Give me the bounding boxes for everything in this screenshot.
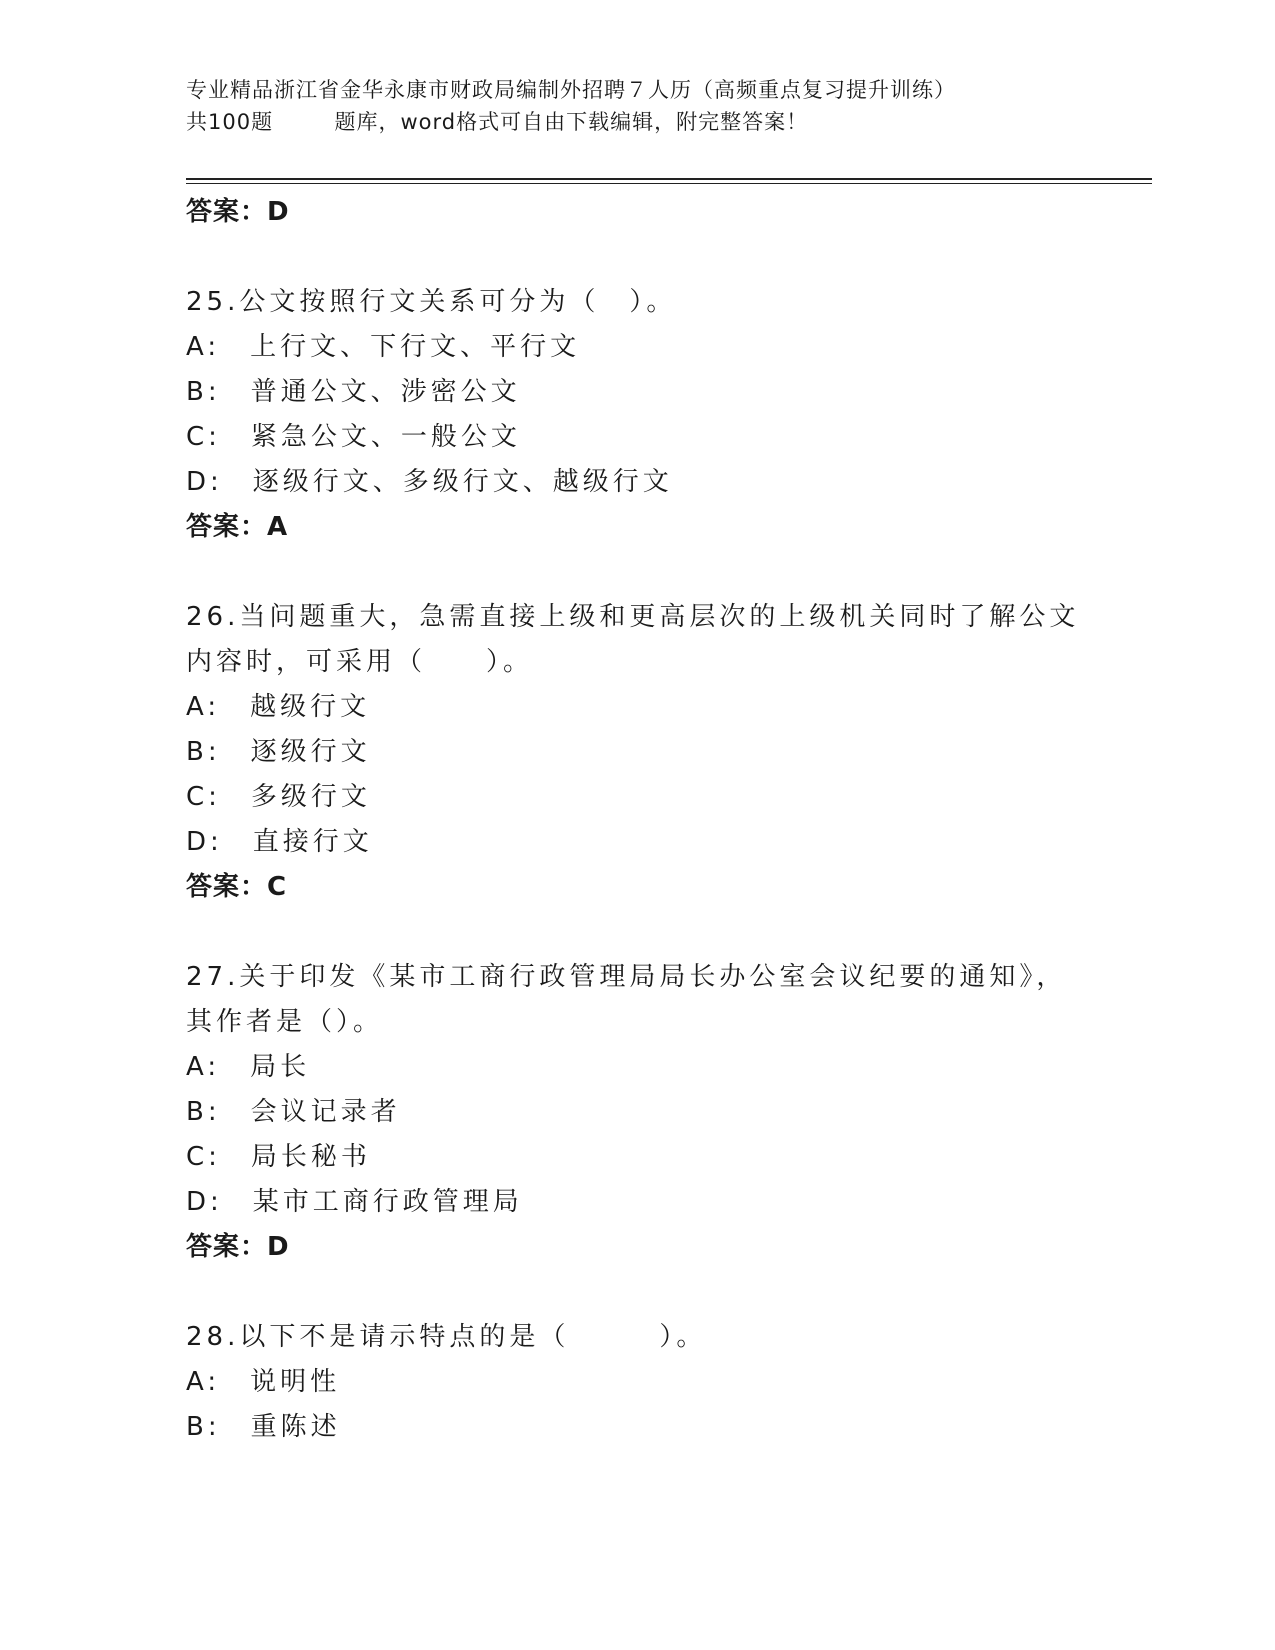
option-c: C: 紧急公文、一般公文 (186, 422, 521, 452)
question-block (186, 595, 1086, 910)
answer-label: 答案：D (186, 1232, 290, 1262)
option-d: D: 某市工商行政管理局 (186, 1187, 523, 1217)
question-list (186, 190, 1086, 1450)
question-block (186, 280, 1086, 550)
option-c: C: 多级行文 (186, 782, 371, 812)
option-b: B: 重陈述 (186, 1412, 341, 1442)
question-text: 28.以下不是请示特点的是（ ）。 (186, 1322, 707, 1352)
option-a: A: 越级行文 (186, 692, 371, 722)
header-rule-thick (186, 178, 1152, 180)
question-text: 25.公文按照行文关系可分为（ ）。 (186, 287, 677, 317)
header-subtitle: 共100题 题库，word格式可自由下载编辑，附完整答案！ (186, 110, 809, 134)
option-d: D: 逐级行文、多级行文、越级行文 (186, 467, 673, 497)
answer-label: 答案：D (186, 197, 290, 227)
question-block (186, 1315, 1086, 1450)
option-a: A: 局长 (186, 1052, 311, 1082)
question-block (186, 955, 1086, 1270)
option-a: A: 说明性 (186, 1367, 341, 1397)
answer-label: 答案：C (186, 872, 288, 902)
header-title: 专业精品浙江省金华永康市财政局编制外招聘７人历（高频重点复习提升训练） (186, 78, 956, 102)
question-text: 26.当问题重大，急需直接上级和更高层次的上级机关同时了解公文内容时，可采用（ ）。 (186, 602, 1080, 677)
answer-label: 答案：A (186, 512, 289, 542)
document-header (186, 74, 1086, 138)
option-b: B: 逐级行文 (186, 737, 371, 767)
option-a: A: 上行文、下行文、平行文 (186, 332, 581, 362)
option-b: B: 会议记录者 (186, 1097, 401, 1127)
option-c: C: 局长秘书 (186, 1142, 371, 1172)
option-b: B: 普通公文、涉密公文 (186, 377, 521, 407)
option-d: D: 直接行文 (186, 827, 373, 857)
header-rule-thin (186, 183, 1152, 184)
question-text: 27.关于印发《某市工商行政管理局局长办公室会议纪要的通知》，其作者是（）。 (186, 962, 1067, 1037)
